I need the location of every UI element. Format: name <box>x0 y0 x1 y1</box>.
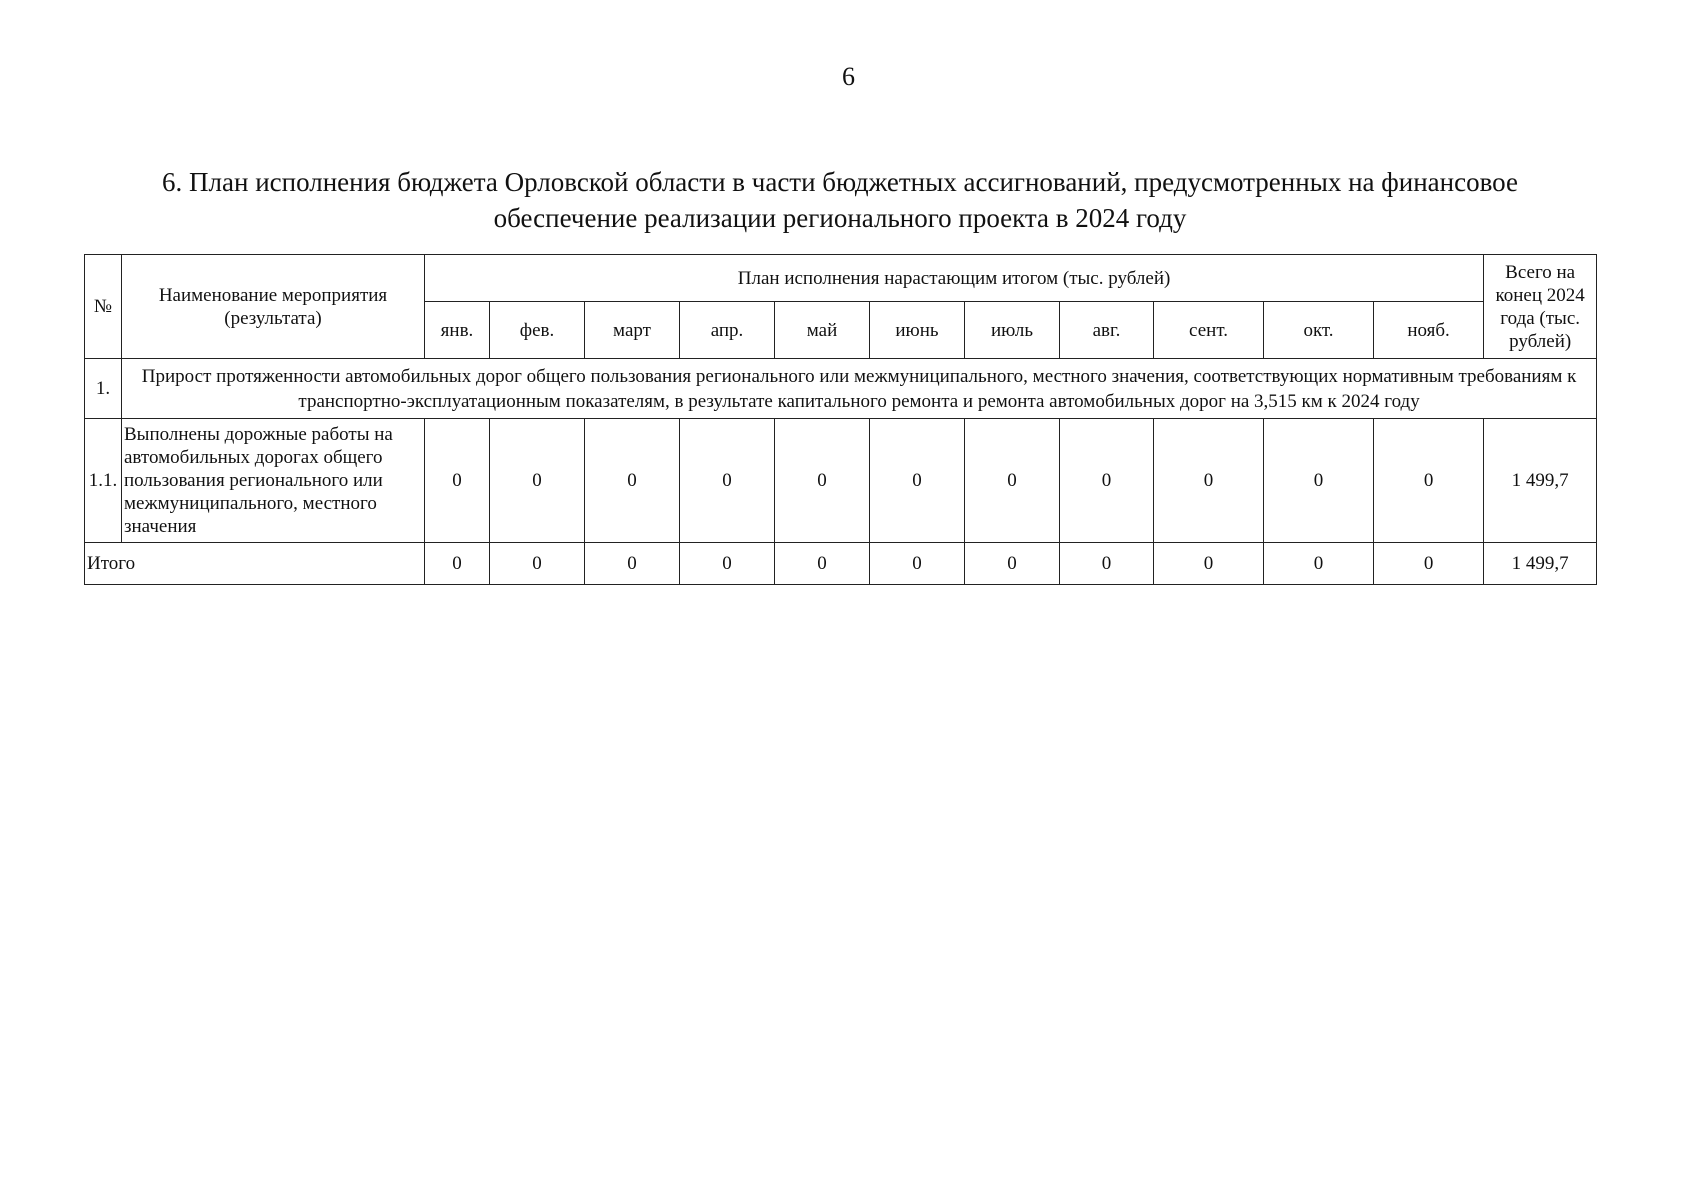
item-value: 0 <box>1374 419 1484 543</box>
header-plan: План исполнения нарастающим итогом (тыс. рублей) <box>425 255 1484 302</box>
item-num: 1.1. <box>85 419 122 543</box>
summary-value: 0 <box>965 543 1060 585</box>
goal-row <box>85 359 1597 419</box>
table-row <box>85 419 1597 543</box>
header-month: июнь <box>870 302 965 359</box>
item-value: 0 <box>585 419 680 543</box>
section-title <box>90 164 1590 236</box>
section-title-line-2: обеспечение реализации регионального проекта в 2024 году <box>493 203 1187 233</box>
header-name: Наименование мероприятия (результата) <box>122 255 425 359</box>
summary-value: 0 <box>680 543 775 585</box>
page-number: 6 <box>842 62 855 91</box>
item-value: 0 <box>870 419 965 543</box>
budget-plan-table <box>84 254 1597 585</box>
item-value: 0 <box>425 419 490 543</box>
header-month: апр. <box>680 302 775 359</box>
item-name: Выполнены дорожные работы на автомобильных дорогах общего пользования регионального или межмуниципального, местного значения <box>122 419 425 543</box>
item-value: 0 <box>775 419 870 543</box>
summary-value: 0 <box>1154 543 1264 585</box>
table-header-row <box>85 255 1597 302</box>
item-value: 0 <box>680 419 775 543</box>
summary-value: 0 <box>585 543 680 585</box>
summary-row <box>85 543 1597 585</box>
summary-value: 0 <box>870 543 965 585</box>
summary-total: 1 499,7 <box>1484 543 1597 585</box>
item-value: 0 <box>1060 419 1154 543</box>
header-num: № <box>85 255 122 359</box>
summary-value: 0 <box>775 543 870 585</box>
summary-value: 0 <box>425 543 490 585</box>
summary-value: 0 <box>490 543 585 585</box>
header-month: янв. <box>425 302 490 359</box>
item-value: 0 <box>490 419 585 543</box>
header-month: май <box>775 302 870 359</box>
item-value: 0 <box>1264 419 1374 543</box>
summary-value: 0 <box>1060 543 1154 585</box>
item-total: 1 499,7 <box>1484 419 1597 543</box>
summary-value: 0 <box>1264 543 1374 585</box>
header-month: нояб. <box>1374 302 1484 359</box>
header-month: июль <box>965 302 1060 359</box>
header-month: окт. <box>1264 302 1374 359</box>
header-total: Всего на конец 2024 года (тыс. рублей) <box>1484 255 1597 359</box>
goal-text: Прирост протяженности автомобильных дорог общего пользования регионального или межмуниципального, местного значения, соответствующих нормативным требованиям к транспортно-эксплуатационным показателям, в результате капитального ремонта и ремонта автомобильных дорог на 3,515 км к 2024 году <box>122 359 1597 419</box>
item-value: 0 <box>965 419 1060 543</box>
header-month: авг. <box>1060 302 1154 359</box>
header-month: март <box>585 302 680 359</box>
goal-num: 1. <box>85 359 122 419</box>
item-value: 0 <box>1154 419 1264 543</box>
header-month: сент. <box>1154 302 1264 359</box>
header-month: фев. <box>490 302 585 359</box>
summary-value: 0 <box>1374 543 1484 585</box>
section-title-line-1: 6. План исполнения бюджета Орловской области в части бюджетных ассигнований, предусмотренных на финансовое <box>162 167 1518 197</box>
summary-label: Итого <box>85 543 425 585</box>
